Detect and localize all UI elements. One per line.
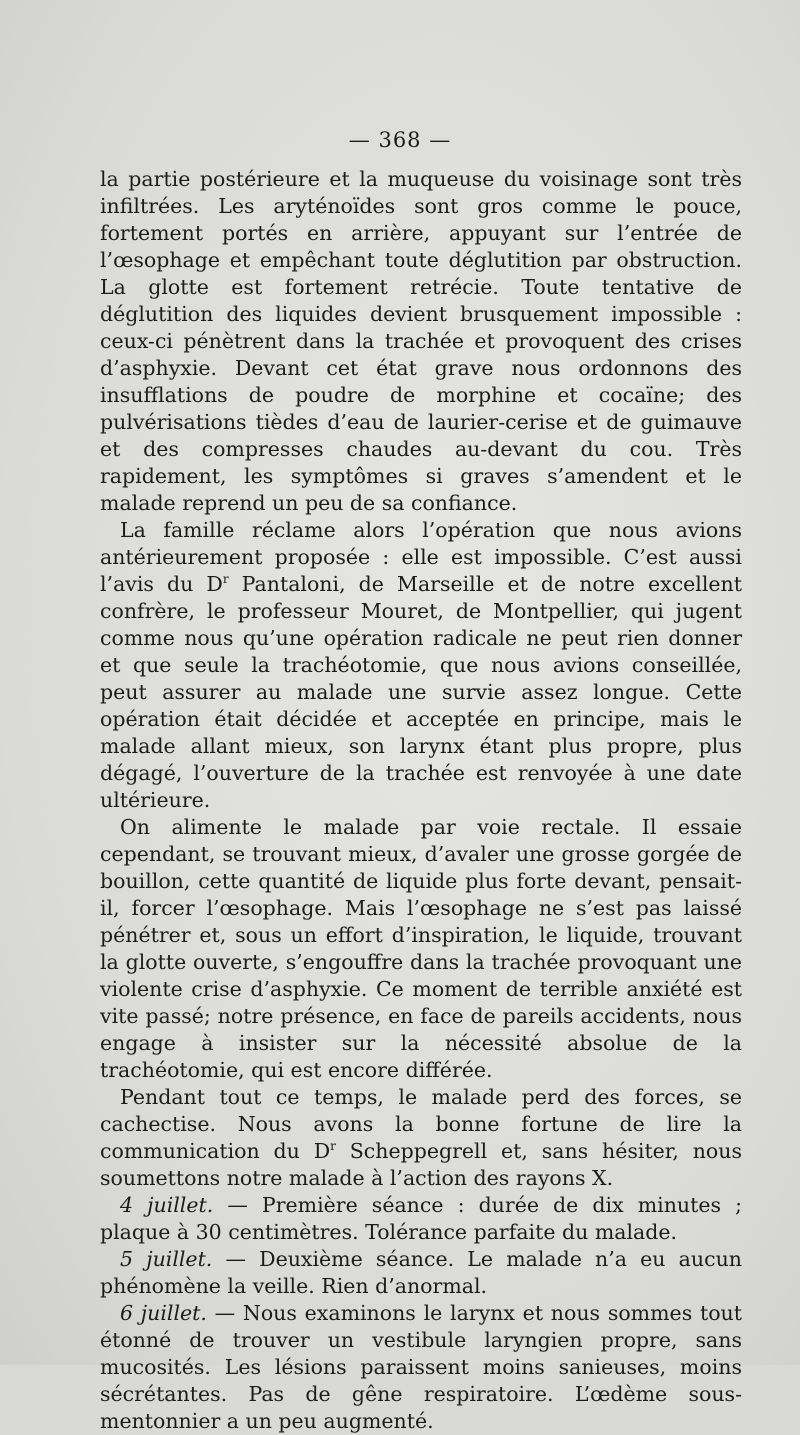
paragraph-3: On alimente le malade par voie rectale. Il essaie cependant, se trouvant mieux, d’avaler une grosse gorgée de bouillon, cette quantité de liquide plus forte devant, pensait-il, forcer l’œsophage. Mais l’œsophage ne s’est pas laissé pénétrer et, sous un effort d’inspiration, le liquide, trouvant la glotte ouverte, s’engouffre dans la trachée provoquant une violente crise d’asphyxie. Ce moment de terrible anxiété est vite passé; notre présence, en face de pareils accidents, nous engage à insister sur la nécessité absolue de la trachéotomie, qui est encore différée. bbox=[100, 815, 742, 1082]
paragraph-2-part-2: Pantaloni, de Marseille et de notre excellent confrère, le professeur Mouret, de Montpellier, qui jugent comme nous qu’une opération radicale ne peut rien donner et que seule la trachéotomie, que nous avions conseillée, peut assurer au malade une survie assez longue. Cette opération était décidée et acceptée en principe, mais le malade allant mieux, son larynx étant plus propre, plus dégagé, l’ouverture de la trachée est renvoyée à une date ultérieure. bbox=[100, 572, 742, 812]
entry-text: — Première séance : durée de dix minutes ; plaque à 30 centimètres. Tolérance parfaite du malade. bbox=[100, 1193, 742, 1244]
paragraph-1: la partie postérieure et la muqueuse du voisinage sont très infiltrées. Les aryténoïdes sont gros comme le pouce, fortement portés en arrière, appuyant sur l’entrée de l’œsophage et empêchant toute déglutition par obstruction. La glotte est fortement retrécie. Toute tentative de déglutition des liquides devient brusquement impossible : ceux-ci pénètrent dans la trachée et provoquent des crises d’asphyxie. Devant cet état grave nous ordonnons des insufflations de poudre de morphine et cocaïne; des pulvérisations tièdes d’eau de laurier-cerise et de guimauve et des compresses chaudes au-devant du cou. Très rapidement, les symptômes si graves s’amendent et le malade reprend un peu de sa confiance. bbox=[100, 167, 742, 515]
entry-date: 5 juillet. bbox=[120, 1247, 213, 1271]
doctor-abbrev-sup: r bbox=[222, 572, 229, 587]
entry-text: — Nous examinons le larynx et nous sommes tout étonné de trouver un vestibule laryngien propre, sans mucosités. Les lésions paraissent moins sanieuses, moins sécrétantes. Pas de gêne respiratoire. L’œdème sous-mentonnier a un peu augmenté. bbox=[100, 1301, 742, 1433]
body-text bbox=[100, 166, 742, 1435]
paragraph-4-part-2: Scheppegrell et, sans hésiter, nous soumettons notre malade à l’action des rayons X. bbox=[100, 1139, 742, 1190]
entry-text: — Deuxième séance. Le malade n’a eu aucun phénomène la veille. Rien d’anormal. bbox=[100, 1247, 742, 1298]
doctor-abbrev-sup: r bbox=[330, 1139, 336, 1154]
entry-4-juillet bbox=[100, 1192, 742, 1246]
paragraph-4 bbox=[100, 1084, 742, 1192]
entry-date: 4 juillet. bbox=[120, 1193, 214, 1217]
page-number: — 368 — bbox=[348, 128, 452, 152]
paragraph-2 bbox=[100, 517, 742, 814]
entry-date: 6 juillet. bbox=[120, 1301, 207, 1325]
paragraph-4-part-1: Pendant tout ce temps, le malade perd des forces, se cachectise. Nous avons la bonne fortune de lire la communication du D bbox=[100, 1085, 742, 1163]
paragraph-2-part-1: La famille réclame alors l’opération que nous avions antérieurement proposée : elle est impossible. C’est aussi l’avis du D bbox=[100, 518, 742, 596]
entry-6-juillet bbox=[100, 1300, 742, 1435]
entry-5-juillet bbox=[100, 1246, 742, 1300]
